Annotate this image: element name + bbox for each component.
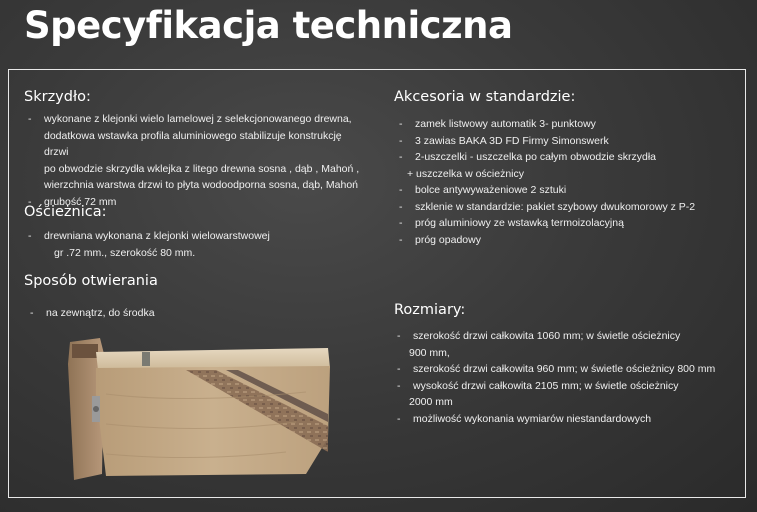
list-item: - próg aluminiowy ze wstawką termoizolacyjną bbox=[399, 217, 624, 229]
list-item: 900 mm, bbox=[409, 346, 450, 359]
list-item: - wysokość drzwi całkowita 2105 mm; w świetle ościeżnicy bbox=[397, 379, 679, 392]
list-item: - zamek listwowy automatik 3- punktowy bbox=[399, 118, 596, 130]
list-item: - szerokość drzwi całkowita 960 mm; w świetle ościeżnicy 800 mm bbox=[397, 363, 716, 375]
list-item: - możliwość wykonania wymiarów niestandardowych bbox=[397, 412, 652, 425]
skrzydlo-list bbox=[28, 111, 368, 210]
door-cross-section-image bbox=[66, 334, 332, 480]
oscieznica-list bbox=[28, 228, 368, 261]
list-item: - 2-uszczelki - uszczelka po całym obwodzie skrzydła bbox=[399, 151, 657, 163]
rozmiary-list bbox=[397, 328, 742, 427]
list-item: - szerokość drzwi całkowita 1060 mm; w świetle ościeżnicy bbox=[397, 330, 681, 342]
list-item: - próg opadowy bbox=[399, 233, 481, 246]
list-item: - drewniana wykonana z klejonki wielowarstwowej gr .72 mm., szerokość 80 mm. bbox=[28, 230, 270, 259]
list-item: - bolce antywyważeniowe 2 sztuki bbox=[399, 184, 567, 196]
list-item: - szklenie w standardzie: pakiet szybowy dwukomorowy z P-2 bbox=[399, 200, 696, 213]
list-item: 2000 mm bbox=[409, 396, 453, 408]
list-item: - grubość 72 mm bbox=[28, 195, 117, 208]
list-item: - na zewnątrz, do środka bbox=[30, 307, 155, 319]
sposob-list bbox=[30, 305, 330, 322]
skrzydlo-heading: Skrzydło: bbox=[24, 89, 91, 105]
list-item: - wykonane z klejonki wielo lamelowej z selekcjonowanego drewna, dodatkowa wstawka profila aluminiowego stabilizuje konstrukcję drzwi po obwodzie skrzydła wklejka z litego drewna sosna , dąb , Mahoń , wierzchnia warstwa drzwi to płyta wodoodporna sosna, dąb, Mahoń bbox=[28, 113, 360, 191]
list-item: + uszczelka w ościeżnicy bbox=[407, 167, 525, 180]
akcesoria-list bbox=[399, 116, 739, 248]
akcesoria-heading: Akcesoria w standardzie: bbox=[394, 89, 576, 105]
page-title: Specyfikacja techniczna bbox=[24, 4, 513, 47]
oscieznica-heading: Ościeżnica: bbox=[24, 204, 107, 220]
sposob-heading: Sposób otwierania bbox=[24, 273, 158, 289]
list-item: - 3 zawias BAKA 3D FD Firmy Simonswerk bbox=[399, 134, 609, 147]
rozmiary-heading: Rozmiary: bbox=[394, 302, 466, 318]
